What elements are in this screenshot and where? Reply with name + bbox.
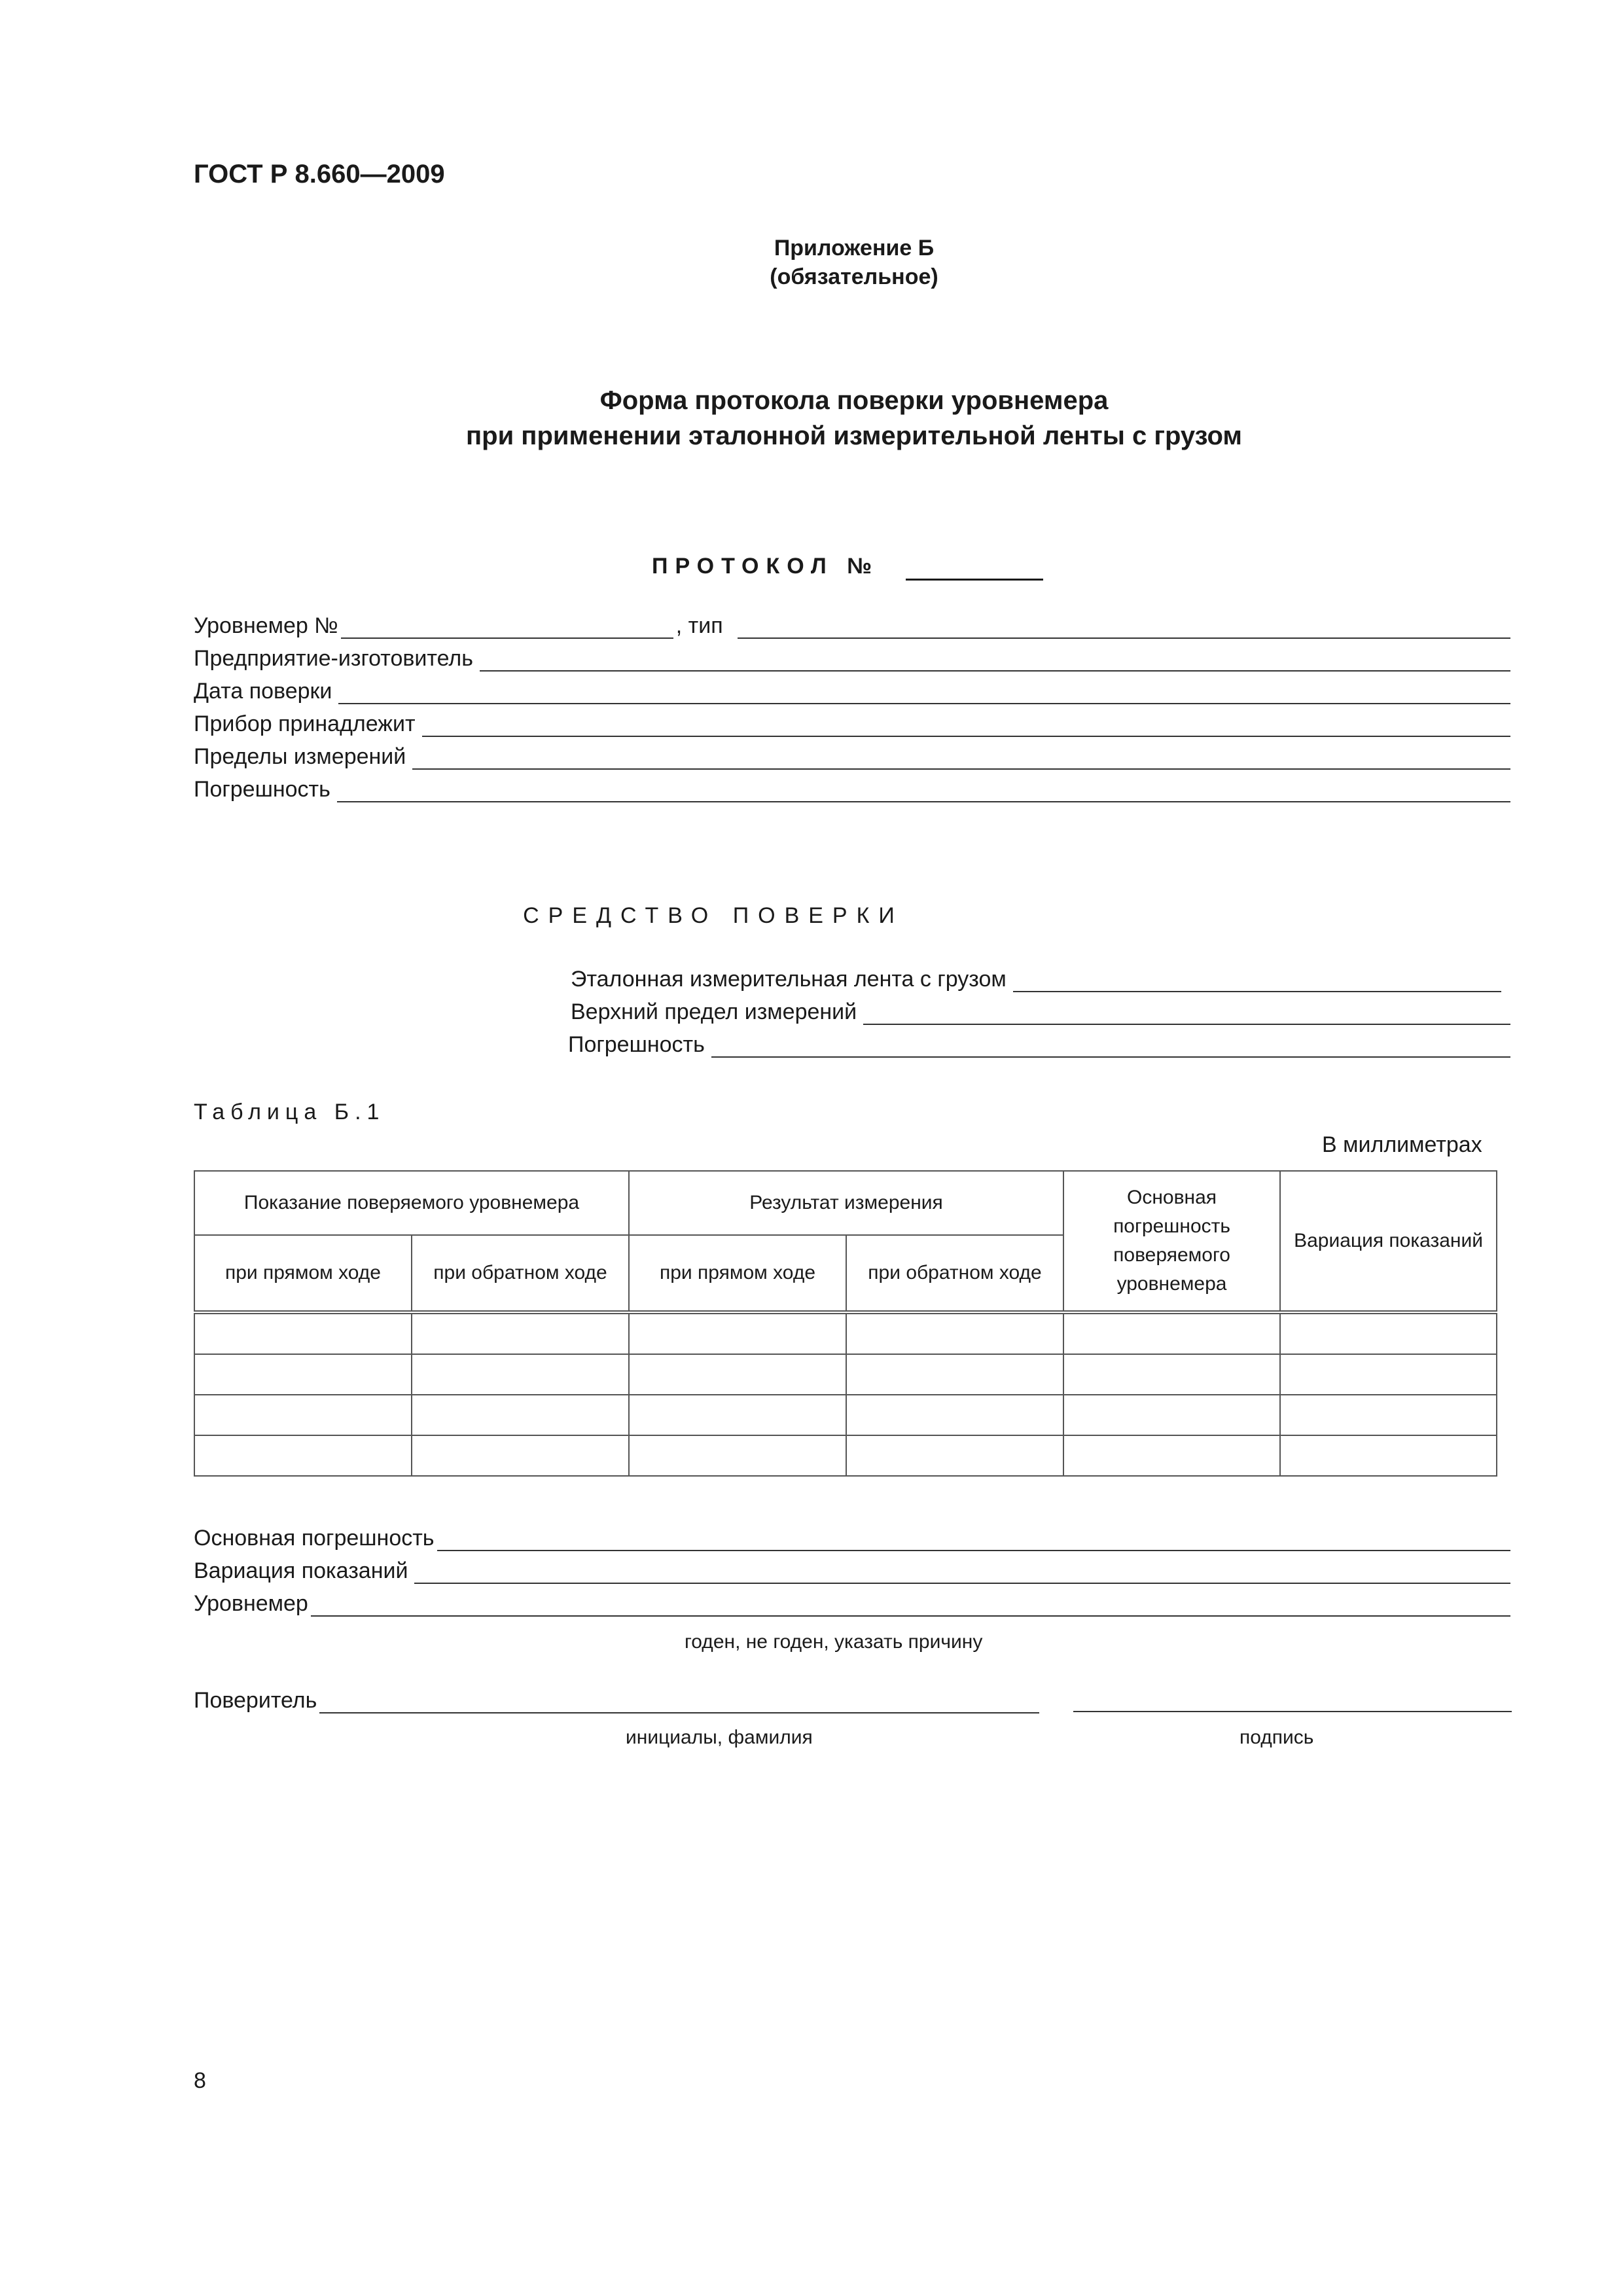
level-gauge-row — [194, 613, 1510, 639]
verifier-name-field[interactable] — [319, 1689, 1039, 1713]
verifier-label: Поверитель — [194, 1688, 317, 1713]
table-cell[interactable] — [194, 1395, 412, 1435]
owner-field[interactable] — [422, 712, 1510, 737]
table-cell[interactable] — [1280, 1435, 1497, 1476]
variation-row — [194, 1558, 1510, 1584]
table-cell[interactable] — [1280, 1395, 1497, 1435]
verification-date-field[interactable] — [338, 679, 1510, 704]
header-variation: Вариация показаний — [1280, 1171, 1497, 1312]
manufacturer-label: Предприятие-изготовитель — [194, 646, 473, 671]
header-result-forward: при прямом ходе — [629, 1235, 846, 1312]
table-cell[interactable] — [1280, 1312, 1497, 1354]
initials-hint: инициалы, фамилия — [626, 1727, 813, 1748]
tape-field[interactable] — [1013, 967, 1501, 992]
table-cell[interactable] — [412, 1354, 629, 1395]
manufacturer-row — [194, 645, 1510, 672]
variation-field[interactable] — [414, 1559, 1510, 1584]
table-cell[interactable] — [1063, 1435, 1280, 1476]
manufacturer-field[interactable] — [480, 647, 1510, 672]
level-gauge-no-field[interactable] — [341, 614, 673, 639]
table-row — [194, 1435, 1497, 1476]
header-reading: Показание поверяемого уровнемера — [194, 1171, 629, 1235]
table-cell[interactable] — [846, 1395, 1063, 1435]
header-result-backward: при обратном ходе — [846, 1235, 1063, 1312]
results-table — [194, 1170, 1497, 1477]
table-cell[interactable] — [629, 1435, 846, 1476]
table-cell[interactable] — [412, 1435, 629, 1476]
protocol-number-field[interactable] — [906, 579, 1043, 581]
table-cell[interactable] — [1063, 1395, 1280, 1435]
table-row — [194, 1312, 1497, 1354]
header-basic-error: Основная погрешность поверяемого уровнемера — [1063, 1171, 1280, 1312]
table-cell[interactable] — [194, 1435, 412, 1476]
table-cell[interactable] — [1063, 1354, 1280, 1395]
type-label: , тип — [675, 613, 723, 638]
table-row — [194, 1395, 1497, 1435]
table-cell[interactable] — [846, 1312, 1063, 1354]
table-cell[interactable] — [629, 1395, 846, 1435]
table-row — [194, 1354, 1497, 1395]
table-cell[interactable] — [1280, 1354, 1497, 1395]
annex-status: (обязательное) — [770, 264, 938, 289]
means-error-field[interactable] — [711, 1033, 1510, 1058]
variation-label: Вариация показаний — [194, 1558, 408, 1583]
table-cell[interactable] — [846, 1435, 1063, 1476]
range-field[interactable] — [412, 745, 1510, 770]
means-error-row — [568, 1031, 1510, 1058]
basic-error-label: Основная погрешность — [194, 1526, 435, 1551]
level-gauge-no-label: Уровнемер № — [194, 613, 338, 638]
means-error-label: Погрешность — [568, 1032, 705, 1057]
table-cell[interactable] — [629, 1354, 846, 1395]
level-gauge-verdict-field[interactable] — [311, 1592, 1510, 1617]
means-heading: СРЕДСТВО ПОВЕРКИ — [523, 903, 904, 928]
upper-limit-field[interactable] — [863, 1000, 1510, 1025]
table-cell[interactable] — [412, 1312, 629, 1354]
header-reading-forward: при прямом ходе — [194, 1235, 412, 1312]
verification-date-row — [194, 678, 1510, 704]
document-code: ГОСТ Р 8.660—2009 — [194, 160, 445, 188]
header-reading-backward: при обратном ходе — [412, 1235, 629, 1312]
table-cell[interactable] — [1063, 1312, 1280, 1354]
annex-title: Приложение Б — [774, 236, 935, 260]
signature-hint: подпись — [1240, 1727, 1314, 1748]
signature-row — [1073, 1687, 1512, 1712]
verifier-row — [194, 1687, 1039, 1713]
form-title-line-2: при применении эталонной измерительной ленты с грузом — [466, 422, 1242, 450]
type-field[interactable] — [738, 614, 1510, 639]
level-gauge-verdict-hint: годен, не годен, указать причину — [685, 1631, 983, 1653]
level-gauge-verdict-label: Уровнемер — [194, 1591, 308, 1616]
table-cell[interactable] — [629, 1312, 846, 1354]
table-cell[interactable] — [194, 1312, 412, 1354]
table-cell[interactable] — [412, 1395, 629, 1435]
form-title-line-1: Форма протокола поверки уровнемера — [599, 386, 1109, 415]
range-label: Пределы измерений — [194, 744, 406, 769]
owner-row — [194, 711, 1510, 737]
error-row — [194, 776, 1510, 802]
verification-date-label: Дата поверки — [194, 679, 332, 704]
signature-field[interactable] — [1073, 1687, 1512, 1712]
header-result: Результат измерения — [629, 1171, 1063, 1235]
page-number: 8 — [194, 2068, 206, 2093]
protocol-heading: ПРОТОКОЛ № — [652, 554, 880, 579]
upper-limit-label: Верхний предел измерений — [571, 999, 857, 1024]
upper-limit-row — [571, 999, 1510, 1025]
table-cell[interactable] — [846, 1354, 1063, 1395]
error-field[interactable] — [337, 778, 1510, 802]
level-gauge-verdict-row — [194, 1590, 1510, 1617]
error-label: Погрешность — [194, 777, 330, 802]
table-units: В миллиметрах — [1322, 1132, 1482, 1157]
basic-error-field[interactable] — [437, 1526, 1510, 1551]
basic-error-row — [194, 1525, 1510, 1551]
tape-label: Эталонная измерительная лента с грузом — [571, 967, 1007, 992]
tape-row — [571, 966, 1501, 992]
table-cell[interactable] — [194, 1354, 412, 1395]
table-caption: Таблица Б.1 — [194, 1100, 385, 1124]
range-row — [194, 744, 1510, 770]
owner-label: Прибор принадлежит — [194, 711, 416, 736]
